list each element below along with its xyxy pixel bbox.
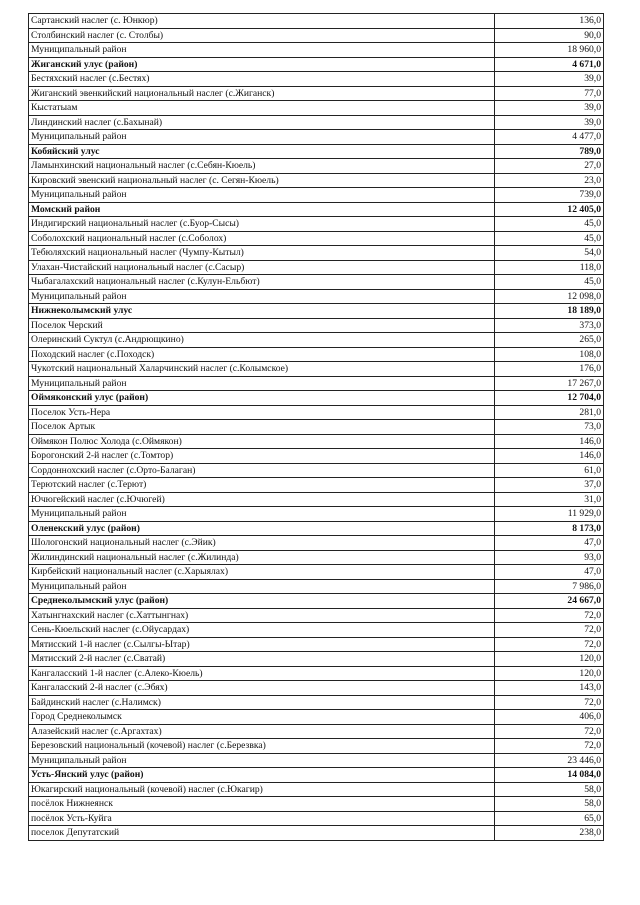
row-name-cell: Олеринский Суктул (с.Андрющкино) xyxy=(29,333,495,348)
table-row-district-total xyxy=(29,594,604,609)
row-value-cell: 373,0 xyxy=(495,318,604,333)
row-value-cell: 72,0 xyxy=(495,739,604,754)
row-value-cell: 72,0 xyxy=(495,623,604,638)
table-row xyxy=(29,275,604,290)
row-name-cell: Ламынхинский национальный наслег (с.Себян-Кюель) xyxy=(29,159,495,174)
row-name-cell: Ючюгейский наслег (с.Ючюгей) xyxy=(29,492,495,507)
row-value-cell: 39,0 xyxy=(495,72,604,87)
table-row xyxy=(29,173,604,188)
table-row xyxy=(29,333,604,348)
row-name-cell: Кобяйский улус xyxy=(29,144,495,159)
table-row xyxy=(29,420,604,435)
table-row xyxy=(29,637,604,652)
row-name-cell: Юкагирский национальный (кочевой) наслег (с.Юкагир) xyxy=(29,782,495,797)
table-row xyxy=(29,101,604,116)
table-row xyxy=(29,623,604,638)
row-value-cell: 23 446,0 xyxy=(495,753,604,768)
table-row xyxy=(29,289,604,304)
row-name-cell: Сордоннохский наслег (с.Орто-Балаган) xyxy=(29,463,495,478)
row-value-cell: 12 405,0 xyxy=(495,202,604,217)
row-value-cell: 789,0 xyxy=(495,144,604,159)
row-value-cell: 176,0 xyxy=(495,362,604,377)
row-name-cell: Город Среднеколымск xyxy=(29,710,495,725)
table-row-district-total xyxy=(29,304,604,319)
row-value-cell: 281,0 xyxy=(495,405,604,420)
table-row xyxy=(29,710,604,725)
row-name-cell: Кирбейский национальный наслег (с.Харыялах) xyxy=(29,565,495,580)
row-name-cell: Среднеколымский улус (район) xyxy=(29,594,495,609)
table-row xyxy=(29,550,604,565)
row-name-cell: Сартанский наслег (с. Юнкюр) xyxy=(29,14,495,29)
row-value-cell: 12 098,0 xyxy=(495,289,604,304)
table-row xyxy=(29,507,604,522)
row-value-cell: 72,0 xyxy=(495,695,604,710)
row-value-cell: 65,0 xyxy=(495,811,604,826)
row-name-cell: Муниципальный район xyxy=(29,753,495,768)
table-row xyxy=(29,231,604,246)
row-value-cell: 406,0 xyxy=(495,710,604,725)
table-row xyxy=(29,434,604,449)
row-value-cell: 14 084,0 xyxy=(495,768,604,783)
table-row xyxy=(29,681,604,696)
row-name-cell: Мятисский 1-й наслег (с.Сылгы-Ытар) xyxy=(29,637,495,652)
row-name-cell: Нижнеколымский улус xyxy=(29,304,495,319)
row-name-cell: поселок Депутатский xyxy=(29,826,495,841)
row-name-cell: Оймякон Полюс Холода (с.Оймякон) xyxy=(29,434,495,449)
row-name-cell: Линдинский наслег (с.Бахынай) xyxy=(29,115,495,130)
row-name-cell: Кангаласский 1-й наслег (с.Алеко-Кюель) xyxy=(29,666,495,681)
table-row xyxy=(29,115,604,130)
table-row xyxy=(29,188,604,203)
row-name-cell: Байдинский наслег (с.Налимск) xyxy=(29,695,495,710)
row-name-cell: Поселок Черский xyxy=(29,318,495,333)
row-value-cell: 45,0 xyxy=(495,275,604,290)
table-row xyxy=(29,608,604,623)
table-row xyxy=(29,492,604,507)
table-row xyxy=(29,260,604,275)
table-row xyxy=(29,405,604,420)
row-value-cell: 739,0 xyxy=(495,188,604,203)
row-value-cell: 23,0 xyxy=(495,173,604,188)
row-value-cell: 7 986,0 xyxy=(495,579,604,594)
row-value-cell: 17 267,0 xyxy=(495,376,604,391)
row-name-cell: Соболохский национальный наслег (с.Соболох) xyxy=(29,231,495,246)
row-name-cell: Жиганский эвенкийский национальный наслег (с.Жиганск) xyxy=(29,86,495,101)
document-page xyxy=(28,13,603,841)
table-row xyxy=(29,86,604,101)
row-value-cell: 18 189,0 xyxy=(495,304,604,319)
row-value-cell: 72,0 xyxy=(495,608,604,623)
row-name-cell: Муниципальный район xyxy=(29,43,495,58)
row-value-cell: 39,0 xyxy=(495,115,604,130)
table-row xyxy=(29,217,604,232)
row-name-cell: Чыбагалахский национальный наслег (с.Кулун-Ельбют) xyxy=(29,275,495,290)
table-row xyxy=(29,28,604,43)
row-value-cell: 39,0 xyxy=(495,101,604,116)
row-value-cell: 24 667,0 xyxy=(495,594,604,609)
row-value-cell: 8 173,0 xyxy=(495,521,604,536)
row-value-cell: 4 477,0 xyxy=(495,130,604,145)
row-name-cell: Кангаласский 2-й наслег (с.Эбях) xyxy=(29,681,495,696)
row-name-cell: Сень-Кюельский наслег (с.Ойусардах) xyxy=(29,623,495,638)
row-name-cell: Хатынгнахский наслег (с.Хаттынгнах) xyxy=(29,608,495,623)
row-name-cell: Жилиндинский национальный наслег (с.Жилинда) xyxy=(29,550,495,565)
table-row xyxy=(29,652,604,667)
row-value-cell: 18 960,0 xyxy=(495,43,604,58)
table-row xyxy=(29,14,604,29)
row-name-cell: Индигирский национальный наслег (с.Буор-Сысы) xyxy=(29,217,495,232)
row-name-cell: Жиганский улус (район) xyxy=(29,57,495,72)
table-row-district-total xyxy=(29,202,604,217)
row-value-cell: 72,0 xyxy=(495,637,604,652)
row-name-cell: Улахан-Чистайский национальный наслег (с.Сасыр) xyxy=(29,260,495,275)
table-row xyxy=(29,246,604,261)
row-name-cell: Муниципальный район xyxy=(29,289,495,304)
table-row xyxy=(29,826,604,841)
row-name-cell: Муниципальный район xyxy=(29,579,495,594)
row-value-cell: 37,0 xyxy=(495,478,604,493)
row-value-cell: 93,0 xyxy=(495,550,604,565)
row-name-cell: Муниципальный район xyxy=(29,376,495,391)
table-row xyxy=(29,318,604,333)
row-value-cell: 31,0 xyxy=(495,492,604,507)
row-value-cell: 120,0 xyxy=(495,666,604,681)
row-value-cell: 47,0 xyxy=(495,565,604,580)
row-name-cell: Чукотский национальный Халарчинский наслег (с.Колымское) xyxy=(29,362,495,377)
row-value-cell: 12 704,0 xyxy=(495,391,604,406)
table-row xyxy=(29,159,604,174)
table-row xyxy=(29,666,604,681)
table-row xyxy=(29,695,604,710)
row-value-cell: 11 929,0 xyxy=(495,507,604,522)
row-value-cell: 72,0 xyxy=(495,724,604,739)
row-name-cell: Поселок Усть-Нера xyxy=(29,405,495,420)
table-row xyxy=(29,782,604,797)
table-row xyxy=(29,130,604,145)
table-row xyxy=(29,797,604,812)
row-value-cell: 58,0 xyxy=(495,797,604,812)
row-name-cell: Усть-Янский улус (район) xyxy=(29,768,495,783)
row-name-cell: Тебюляхский национальный наслег (Чумпу-Кытыл) xyxy=(29,246,495,261)
table-row xyxy=(29,72,604,87)
row-name-cell: Бестяхский наслег (с.Бестях) xyxy=(29,72,495,87)
table-row xyxy=(29,463,604,478)
row-name-cell: Муниципальный район xyxy=(29,188,495,203)
row-name-cell: Алазейский наслег (с.Аргахтах) xyxy=(29,724,495,739)
table-row xyxy=(29,362,604,377)
row-name-cell: Момский район xyxy=(29,202,495,217)
row-name-cell: Березовский национальный (кочевой) наслег (с.Березвка) xyxy=(29,739,495,754)
row-value-cell: 143,0 xyxy=(495,681,604,696)
row-value-cell: 120,0 xyxy=(495,652,604,667)
row-value-cell: 45,0 xyxy=(495,217,604,232)
row-name-cell: Поселок Артык xyxy=(29,420,495,435)
row-value-cell: 146,0 xyxy=(495,434,604,449)
row-name-cell: Кыстатыам xyxy=(29,101,495,116)
row-value-cell: 265,0 xyxy=(495,333,604,348)
table-row xyxy=(29,347,604,362)
table-row-district-total xyxy=(29,144,604,159)
row-value-cell: 238,0 xyxy=(495,826,604,841)
row-name-cell: Муниципальный район xyxy=(29,507,495,522)
row-name-cell: посёлок Усть-Куйга xyxy=(29,811,495,826)
row-value-cell: 47,0 xyxy=(495,536,604,551)
row-name-cell: Столбинский наслег (с. Столбы) xyxy=(29,28,495,43)
row-value-cell: 146,0 xyxy=(495,449,604,464)
row-name-cell: посёлок Нижнеянск xyxy=(29,797,495,812)
table-row-district-total xyxy=(29,521,604,536)
table-row xyxy=(29,565,604,580)
row-value-cell: 4 671,0 xyxy=(495,57,604,72)
row-name-cell: Муниципальный район xyxy=(29,130,495,145)
row-value-cell: 58,0 xyxy=(495,782,604,797)
table-row-district-total xyxy=(29,391,604,406)
table-row xyxy=(29,811,604,826)
table-row xyxy=(29,43,604,58)
row-name-cell: Оймяконский улус (район) xyxy=(29,391,495,406)
row-name-cell: Походский наслег (с.Походск) xyxy=(29,347,495,362)
row-name-cell: Шологонский национальный наслег (с.Эйик) xyxy=(29,536,495,551)
table-row-district-total xyxy=(29,57,604,72)
budget-table xyxy=(28,13,604,841)
table-row xyxy=(29,579,604,594)
row-value-cell: 45,0 xyxy=(495,231,604,246)
row-value-cell: 27,0 xyxy=(495,159,604,174)
row-name-cell: Кировский эвенский национальный наслег (с. Сегян-Кюель) xyxy=(29,173,495,188)
table-row-district-total xyxy=(29,768,604,783)
table-body xyxy=(29,14,604,841)
row-name-cell: Борогонский 2-й наслег (с.Томтор) xyxy=(29,449,495,464)
table-row xyxy=(29,478,604,493)
row-value-cell: 118,0 xyxy=(495,260,604,275)
table-row xyxy=(29,753,604,768)
row-name-cell: Оленекский улус (район) xyxy=(29,521,495,536)
row-name-cell: Терютский наслег (с.Терют) xyxy=(29,478,495,493)
table-row xyxy=(29,376,604,391)
row-name-cell: Мятисский 2-й наслег (с.Сватай) xyxy=(29,652,495,667)
table-row xyxy=(29,536,604,551)
row-value-cell: 136,0 xyxy=(495,14,604,29)
row-value-cell: 61,0 xyxy=(495,463,604,478)
row-value-cell: 73,0 xyxy=(495,420,604,435)
row-value-cell: 77,0 xyxy=(495,86,604,101)
table-row xyxy=(29,724,604,739)
table-row xyxy=(29,449,604,464)
row-value-cell: 108,0 xyxy=(495,347,604,362)
row-value-cell: 90,0 xyxy=(495,28,604,43)
table-row xyxy=(29,739,604,754)
row-value-cell: 54,0 xyxy=(495,246,604,261)
